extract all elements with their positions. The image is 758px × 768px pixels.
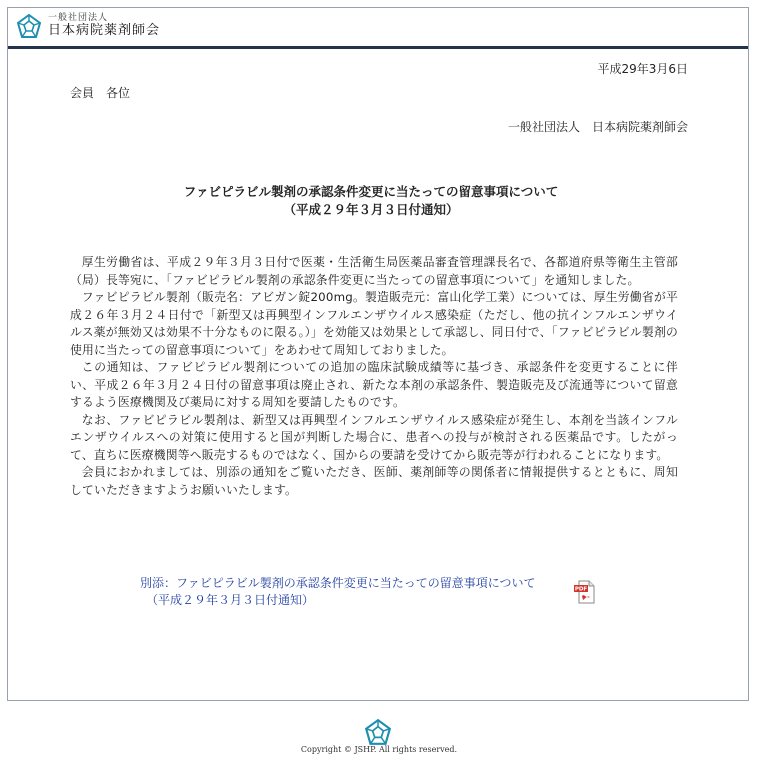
body-paragraph-2: ファビピラビル製剤（販売名：アビガン錠200mg。製造販売元：富山化学工業）については、厚生労働省が平成２６年３月２４日付で「新型又は再興型インフルエンザウイルス感染症（ただし、他の抗インフルエンザウイルス薬が無効又は効果不十分なものに限る。）」を効能又は効果として承認し、同日付で、「ファビピラビル製剤の使用に当たっての留意事項について」をあわせて周知しておりました。 xyxy=(70,290,678,357)
body-paragraph-1: 厚生労働省は、平成２９年３月３日付で医薬・生活衛生局医薬品審査管理課長名で、各都道府県等衛生主管部（局）長等宛に、「ファビピラビル製剤の承認条件変更に当たっての留意事項について」を通知しました。 xyxy=(70,255,678,287)
org-name: 日本病院薬剤師会 xyxy=(48,22,161,38)
body-paragraph-3: この通知は、ファビピラビル製剤についての追加の臨床試験成績等に基づき、承認条件を変更することに伴い、平成２６年３月２４日付の留意事項は廃止され、新たな本剤の承認条件、製造販売及び流通等について留意するよう医療機関及び薬局に対する周知を要請したものです。 xyxy=(70,360,678,409)
letter-sender: 一般社団法人 日本病院薬剤師会 xyxy=(507,120,688,134)
pdf-file-icon[interactable] xyxy=(574,579,596,605)
svg-text:PDF: PDF xyxy=(574,586,588,593)
site-header xyxy=(8,8,748,49)
letter-addressee: 会員 各位 xyxy=(70,86,131,100)
notice-body xyxy=(70,254,678,499)
home-logo-link[interactable] xyxy=(16,13,160,39)
logo-text xyxy=(48,14,160,38)
notice-title-line1: ファビピラビル製剤の承認条件変更に当たっての留意事項について xyxy=(183,184,559,199)
jshp-logo-icon xyxy=(16,13,42,39)
org-subtitle: 一般社団法人 xyxy=(48,12,109,23)
attachment-link[interactable] xyxy=(140,575,536,609)
copyright-text: Copyright © JSHP. All rights reserved. xyxy=(300,745,458,754)
body-paragraph-5: 会員におかれましては、別添の通知をご覧いただき、医師、薬剤師等の関係者に情報提供するとともに、周知していただきますようお願いいたします。 xyxy=(70,465,678,497)
body-paragraph-4: なお、ファビピラビル製剤は、新型又は再興型インフルエンザウイルス感染症が発生し、本剤を当該インフルエンザウイルスへの対策に使用すると国が判断した場合に、患者への投与が検討される医薬品です。したがって、直ちに医療機関等へ販売するものではなく、国からの要請を受けてから販売等が行われることになります。 xyxy=(70,412,678,462)
footer-logo-icon xyxy=(364,718,392,746)
attachment-link-line2: （平成２９年３月３日付通知） xyxy=(146,593,315,607)
notice-title-line2: （平成２９年３月３日付通知） xyxy=(283,202,459,218)
attachment-link-line1: 別添：ファビピラビル製剤の承認条件変更に当たっての留意事項について xyxy=(140,576,536,590)
letter-date: 平成29年3月6日 xyxy=(597,62,688,76)
notice-title xyxy=(70,183,672,219)
